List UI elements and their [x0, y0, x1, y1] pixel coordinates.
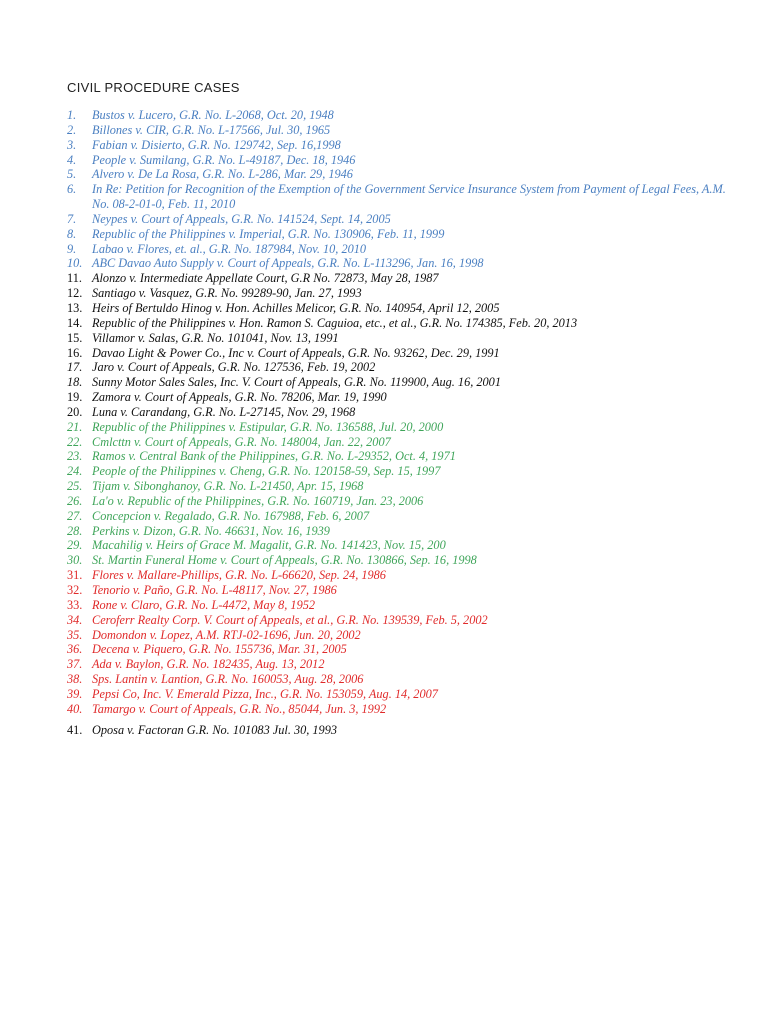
case-item	[67, 167, 737, 182]
case-item	[67, 687, 737, 702]
case-item	[67, 286, 737, 301]
case-number: 19.	[67, 390, 83, 405]
case-item	[67, 435, 737, 450]
case-number: 11.	[67, 271, 82, 286]
case-text: Concepcion v. Regalado, G.R. No. 167988, Feb. 6, 2007	[92, 508, 370, 523]
case-item	[67, 479, 737, 494]
case-item	[67, 375, 737, 390]
case-item	[67, 568, 737, 583]
case-text: Bustos v. Lucero, G.R. No. L-2068, Oct. 20, 1948	[92, 108, 334, 122]
case-number: 22.	[67, 434, 83, 449]
case-text: ABC Davao Auto Supply v. Court of Appeals, G.R. No. L-113296, Jan. 16, 1998	[92, 256, 484, 271]
case-number: 8.	[67, 226, 77, 241]
case-text: Fabian v. Disierto, G.R. No. 129742, Sep. 16,1998	[92, 137, 341, 152]
case-number: 23.	[67, 449, 83, 464]
case-item	[67, 108, 737, 123]
case-item	[67, 538, 737, 553]
case-text: Villamor v. Salas, G.R. No. 101041, Nov. 13, 1991	[92, 330, 339, 345]
case-number: 38.	[67, 672, 83, 687]
case-text: Pepsi Co, Inc. V. Emerald Pizza, Inc., G.R. No. 153059, Aug. 14, 2007	[92, 686, 438, 701]
case-number: 40.	[67, 701, 83, 716]
case-number: 27.	[67, 508, 83, 523]
case-text: Macahilig v. Heirs of Grace M. Magalit, G.R. No. 141423, Nov. 15, 200	[92, 538, 446, 553]
case-number: 1.	[67, 108, 77, 122]
case-item	[67, 123, 737, 138]
case-list	[67, 108, 737, 737]
case-number: 21.	[67, 419, 83, 434]
case-item	[67, 420, 737, 435]
case-number: 17.	[67, 360, 83, 375]
case-number: 6.	[67, 182, 77, 197]
case-item	[67, 153, 737, 168]
case-number: 10.	[67, 256, 83, 271]
case-item	[67, 271, 737, 286]
case-text: Cmlcttn v. Court of Appeals, G.R. No. 148004, Jan. 22, 2007	[92, 434, 391, 449]
case-number: 41.	[67, 722, 83, 737]
case-text: People of the Philippines v. Cheng, G.R. No. 120158-59, Sep. 15, 1997	[92, 464, 441, 479]
case-text: Ada v. Baylon, G.R. No. 182435, Aug. 13, 2012	[92, 657, 325, 672]
case-number: 15.	[67, 330, 83, 345]
case-item	[67, 331, 737, 346]
case-text: Alvero v. De La Rosa, G.R. No. L-286, Mar. 29, 1946	[92, 167, 353, 182]
case-number: 3.	[67, 137, 77, 152]
case-text: Tenorio v. Paño, G.R. No. L-48117, Nov. 27, 1986	[92, 583, 337, 597]
case-number: 13.	[67, 300, 83, 315]
case-item	[67, 449, 737, 464]
case-text: Oposa v. Factoran G.R. No. 101083 Jul. 30, 1993	[92, 722, 338, 737]
case-text: Jaro v. Court of Appeals, G.R. No. 127536, Feb. 19, 2002	[92, 360, 376, 375]
case-number: 35.	[67, 627, 83, 642]
case-number: 14.	[67, 315, 83, 330]
case-text: Flores v. Mallare-Phillips, G.R. No. L-66620, Sep. 24, 1986	[92, 568, 386, 583]
case-text: Billones v. CIR, G.R. No. L-17566, Jul. 30, 1965	[92, 122, 331, 137]
case-text: Santiago v. Vasquez, G.R. No. 99289-90, Jan. 27, 1993	[92, 286, 362, 301]
case-item	[67, 657, 737, 672]
case-item	[67, 553, 737, 568]
case-text: Neypes v. Court of Appeals, G.R. No. 141524, Sept. 14, 2005	[92, 211, 391, 226]
case-text: In Re: Petition for Recognition of the Exemption of the Government Service Insurance System from Payment of Legal Fees, A.M. No. 08-2-01-0, Feb. 11, 2010	[92, 182, 726, 212]
case-number: 4.	[67, 152, 77, 167]
case-item	[67, 360, 737, 375]
case-text: Zamora v. Court of Appeals, G.R. No. 78206, Mar. 19, 1990	[92, 390, 387, 405]
case-text: People v. Sumilang, G.R. No. L-49187, Dec. 18, 1946	[92, 152, 356, 167]
case-item	[67, 702, 737, 717]
case-item	[67, 242, 737, 257]
case-number: 30.	[67, 553, 83, 568]
case-item	[67, 464, 737, 479]
case-item	[67, 405, 737, 420]
case-text: Sunny Motor Sales Sales, Inc. V. Court of Appeals, G.R. No. 119900, Aug. 16, 2001	[92, 375, 501, 390]
case-number: 18.	[67, 375, 83, 390]
case-text: Perkins v. Dizon, G.R. No. 46631, Nov. 16, 1939	[92, 523, 330, 538]
case-number: 16.	[67, 345, 83, 360]
case-text: Ramos v. Central Bank of the Philippines, G.R. No. L-29352, Oct. 4, 1971	[92, 449, 456, 464]
case-item	[67, 227, 737, 242]
case-item	[67, 642, 737, 657]
case-number: 36.	[67, 642, 83, 657]
case-text: Heirs of Bertuldo Hinog v. Hon. Achilles Melicor, G.R. No. 140954, April 12, 2005	[92, 300, 500, 315]
case-number: 26.	[67, 493, 83, 508]
case-item	[67, 494, 737, 509]
case-number: 28.	[67, 523, 83, 538]
case-item	[67, 524, 737, 539]
case-text: Tamargo v. Court of Appeals, G.R. No., 85044, Jun. 3, 1992	[92, 701, 387, 716]
case-item	[67, 256, 737, 271]
case-text: Labao v. Flores, et. al., G.R. No. 187984, Nov. 10, 2010	[92, 241, 367, 256]
case-item	[67, 316, 737, 331]
case-text: Davao Light & Power Co., Inc v. Court of Appeals, G.R. No. 93262, Dec. 29, 1991	[92, 345, 500, 360]
case-item	[67, 346, 737, 361]
case-item	[67, 212, 737, 227]
case-number: 5.	[67, 167, 77, 182]
case-number: 29.	[67, 538, 83, 553]
case-number: 24.	[67, 464, 83, 479]
case-number: 25.	[67, 479, 83, 494]
case-text: Ceroferr Realty Corp. V. Court of Appeals, et al., G.R. No. 139539, Feb. 5, 2002	[92, 612, 488, 627]
case-text: Republic of the Philippines v. Hon. Ramon S. Caguioa, etc., et al., G.R. No. 174385, Feb. 20, 2013	[92, 315, 578, 330]
case-number: 31.	[67, 568, 83, 583]
case-number: 9.	[67, 241, 77, 256]
case-text: Republic of the Philippines v. Estipular, G.R. No. 136588, Jul. 20, 2000	[92, 419, 444, 434]
case-text: Tijam v. Sibonghanoy, G.R. No. L-21450, Apr. 15, 1968	[92, 479, 364, 494]
case-number: 12.	[67, 286, 83, 301]
case-text: Republic of the Philippines v. Imperial, G.R. No. 130906, Feb. 11, 1999	[92, 226, 445, 241]
case-text: St. Martin Funeral Home v. Court of Appeals, G.R. No. 130866, Sep. 16, 1998	[92, 553, 477, 568]
case-text: Decena v. Piquero, G.R. No. 155736, Mar. 31, 2005	[92, 642, 347, 657]
case-item	[67, 509, 737, 524]
case-number: 37.	[67, 657, 83, 672]
case-number: 20.	[67, 404, 83, 419]
case-item	[67, 301, 737, 316]
case-text: Rone v. Claro, G.R. No. L-4472, May 8, 1952	[92, 597, 316, 612]
case-number: 32.	[67, 583, 83, 597]
case-text: Luna v. Carandang, G.R. No. L-27145, Nov. 29, 1968	[92, 404, 356, 419]
case-item	[67, 390, 737, 405]
case-number: 33.	[67, 597, 83, 612]
case-number: 34.	[67, 612, 83, 627]
case-item	[67, 598, 737, 613]
case-number: 39.	[67, 686, 83, 701]
case-text: Sps. Lantin v. Lantion, G.R. No. 160053, Aug. 28, 2006	[92, 672, 364, 687]
case-item	[67, 138, 737, 153]
case-number: 2.	[67, 122, 77, 137]
case-item	[67, 628, 737, 643]
case-number: 7.	[67, 211, 77, 226]
case-item	[67, 583, 737, 598]
case-item	[67, 613, 737, 628]
case-item	[67, 672, 737, 687]
case-item	[67, 182, 737, 212]
case-item	[67, 723, 737, 738]
case-text: Alonzo v. Intermediate Appellate Court, G.R No. 72873, May 28, 1987	[92, 271, 439, 286]
document-title: CIVIL PROCEDURE CASES	[67, 80, 240, 95]
case-text: La'o v. Republic of the Philippines, G.R. No. 160719, Jan. 23, 2006	[92, 493, 424, 508]
case-text: Domondon v. Lopez, A.M. RTJ-02-1696, Jun. 20, 2002	[92, 627, 361, 642]
